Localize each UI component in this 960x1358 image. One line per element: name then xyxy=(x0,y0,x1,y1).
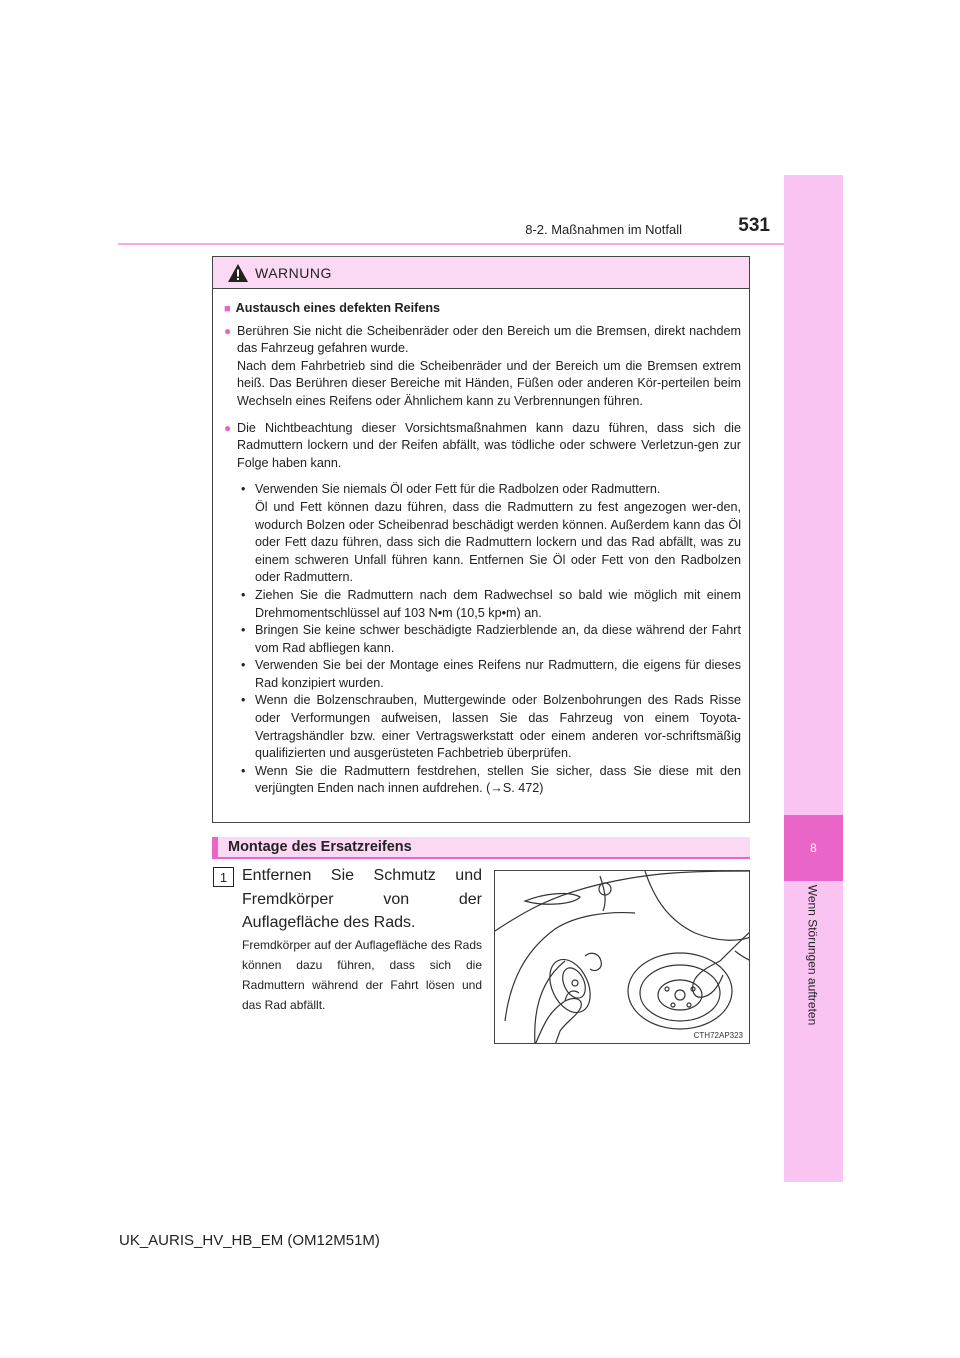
list-item-text: Ziehen Sie die Radmuttern nach dem Radwechsel so bald wie möglich mit einem Drehmomentschlüssel auf 103 N•m (10,5 kp•m) an. xyxy=(255,587,741,620)
wheel-illustration-drawing xyxy=(495,871,750,1044)
list-item: • Bringen Sie keine schwer beschädigte Radzierblende an, da diese während der Fahrt vom Rad abfliegen kann. xyxy=(237,622,741,657)
wheel-cleaning-illustration xyxy=(494,870,750,1044)
illustration-code: CTH72AP323 xyxy=(693,1031,743,1040)
warning-body xyxy=(213,289,749,798)
warning-dash-list xyxy=(237,481,741,798)
warning-subheading xyxy=(224,300,741,319)
warning-title: WARNUNG xyxy=(255,264,332,281)
list-item: • Wenn die Bolzenschrauben, Muttergewinde oder Bolzenbohrungen des Rads Risse oder Verformungen aufweisen, lassen Sie das Fahrzeug von einem Toyota-Vertragshändler bzw. einer Vertragswerkstatt oder einem anderen vor-schriftsmäßig qualifizierten und ausgerüsteten Fachbetrieb überprüfen. xyxy=(237,692,741,762)
header-divider xyxy=(118,243,784,245)
list-item: • Verwenden Sie bei der Montage eines Reifens nur Radmuttern, die eigens für dieses Rad konzipiert wurden. xyxy=(237,657,741,692)
page-number: 531 xyxy=(738,215,770,236)
warning-bullet-text: Die Nichtbeachtung dieser Vorsichtsmaßnahmen kann dazu führen, dass sich die Radmuttern lockern und der Reifen abfällt, was tödliche oder schwere Verletzun-gen zur Folge haben kann. xyxy=(237,420,741,470)
warning-bullet-text: Berühren Sie nicht die Scheibenräder oder den Bereich um die Bremsen, direkt nachdem das Fahrzeug gefahren wurde. xyxy=(237,323,741,356)
square-bullet-icon: ■ xyxy=(224,303,231,315)
warning-header xyxy=(213,257,749,289)
warning-triangle-icon xyxy=(227,263,249,283)
chapter-side-tab xyxy=(784,175,843,1182)
chapter-number: 8 xyxy=(784,815,843,881)
list-item-text: Wenn Sie die Radmuttern festdrehen, stellen Sie sicher, dass Sie diese mit den verjüngten Enden nach innen aufdrehen. (→S. 472) xyxy=(255,763,741,796)
warning-heading-text: Austausch eines defekten Reifens xyxy=(235,301,441,315)
step-number: 1 xyxy=(213,867,234,887)
list-item: • Verwenden Sie niemals Öl oder Fett für die Radbolzen oder Radmuttern. Öl und Fett können dazu führen, dass die Radmuttern zu fest angezogen wer-den, wodurch Bolzen oder Scheibenrad beschädigt werden können. Außerdem kann das Öl oder Fett dazu führen, dass sich die Radmuttern lockern und das Rad abfällt, was zu einem schweren Unfall führen kann. Entfernen Sie Öl oder Fett von den Radbolzen oder Radmuttern. xyxy=(237,481,741,587)
chapter-title: Wenn Störungen auftreten xyxy=(805,884,820,1026)
round-bullet-icon: ● xyxy=(224,420,232,435)
list-item-text: Bringen Sie keine schwer beschädigte Radzierblende an, da diese während der Fahrt vom Rad abfliegen kann. xyxy=(255,623,741,655)
warning-bullet-text: Nach dem Fahrbetrieb sind die Scheibenräder und der Bereich um die Bremsen extrem heiß. Das Berühren dieser Bereiche mit Händen, Füßen oder anderen Kör-perteilen beim Wechseln eines Reifens oder Ähnlichem kann zu Verbrennungen führen. xyxy=(237,358,741,408)
section-title: 8-2. Maßnahmen im Notfall xyxy=(525,222,682,237)
document-code: UK_AURIS_HV_HB_EM (OM12M51M) xyxy=(119,1232,380,1249)
list-item-text: Öl und Fett können dazu führen, dass die Radmuttern zu fest angezogen wer-den, wodurch Bolzen oder Scheibenrad beschädigt werden können. Außerdem kann das Öl oder Fett dazu führen, dass sich die Radmuttern lockern und das Rad abfällt, was zu einem schweren Unfall führen kann. Entfernen Sie Öl oder Fett von den Radbolzen oder Radmuttern. xyxy=(255,499,741,585)
round-bullet-icon: ● xyxy=(224,323,232,338)
list-item: • Ziehen Sie die Radmuttern nach dem Radwechsel so bald wie möglich mit einem Drehmomentschlüssel auf 103 N•m (10,5 kp•m) an. xyxy=(237,587,741,622)
warning-bullet xyxy=(224,420,741,473)
section-heading: Montage des Ersatzreifens xyxy=(212,837,750,859)
chapter-title-container xyxy=(772,884,852,1026)
warning-bullet xyxy=(224,323,741,411)
list-item: • Wenn Sie die Radmuttern festdrehen, stellen Sie sicher, dass Sie diese mit den verjüngten Enden nach innen aufdrehen. (→S. 472) xyxy=(237,763,741,798)
list-item-text: Verwenden Sie bei der Montage eines Reifens nur Radmuttern, die eigens für dieses Rad konzipiert wurden. xyxy=(255,658,741,690)
list-item-text: Wenn die Bolzenschrauben, Muttergewinde oder Bolzenbohrungen des Rads Risse oder Verformungen aufweisen, lassen Sie das Fahrzeug von einem Toyota-Vertragshändler bzw. einer Vertragswerkstatt oder einem anderen vor-schriftsmäßig qualifizierten und ausgerüsteten Fachbetrieb überprüfen. xyxy=(255,693,741,761)
warning-box xyxy=(212,256,750,823)
list-item-text: Verwenden Sie niemals Öl oder Fett für die Radbolzen oder Radmuttern. xyxy=(255,482,661,497)
step-note: Fremdkörper auf der Auflagefläche des Rads können dazu führen, dass sich die Radmuttern während der Fahrt lösen und das Rad abfällt. xyxy=(242,938,482,1012)
step-text: Entfernen Sie Schmutz und Fremdkörper von der Auflagefläche des Rads. xyxy=(242,867,482,931)
